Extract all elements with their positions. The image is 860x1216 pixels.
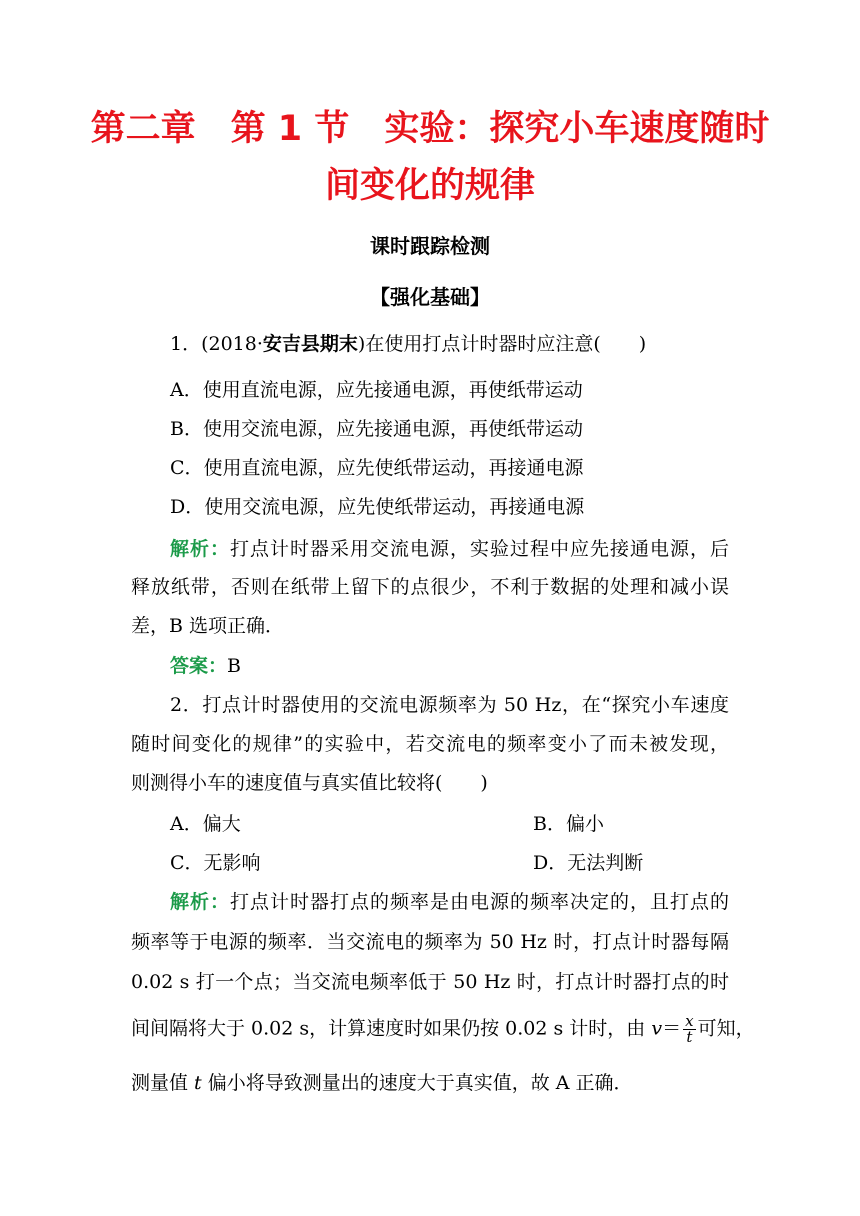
- question-1-stem: [170, 331, 646, 357]
- question-2-stem-line-2: 随时间变化的规律”的实验中，若交流电的频率变小了而未被发现，: [131, 733, 729, 755]
- question-2-analysis-line-2: 频率等于电源的频率．当交流电的频率为 50 Hz 时，打点计时器每隔: [131, 931, 729, 953]
- fraction-denominator: t: [686, 1028, 693, 1046]
- question-1-analysis-line-3: 差，B 选项正确．: [131, 615, 285, 637]
- question-1-source: 安吉县期末: [262, 333, 358, 355]
- variable-t: t: [194, 1072, 202, 1094]
- document-title-line-2: 间变化的规律: [324, 166, 535, 206]
- analysis-text: 可知，: [697, 1017, 755, 1040]
- formula-v: v: [651, 1017, 663, 1040]
- question-2-option-d: D．无法判断: [533, 852, 644, 874]
- document-title-line-1: 第二章 第 1 节 实验：探究小车速度随时: [90, 109, 770, 149]
- analysis-label: 解析：: [170, 891, 230, 913]
- analysis-text: 打点计时器打点的频率是由电源的频率决定的，且打点的: [230, 891, 729, 913]
- formula-equals: ＝: [662, 1017, 682, 1040]
- question-1-answer: [170, 653, 241, 679]
- fraction-numerator: x: [685, 1012, 694, 1030]
- question-2-option-a: A．偏大: [170, 813, 241, 835]
- subtitle: 课时跟踪检测: [370, 234, 490, 258]
- question-1-analysis-line-1: [170, 536, 729, 562]
- formula-fraction: [683, 1014, 695, 1045]
- question-1-analysis-line-2: 释放纸带，否则在纸带上留下的点很少，不利于数据的处理和减小误: [131, 576, 729, 598]
- question-1-option-d: D．使用交流电源，应先使纸带运动，再接通电源: [170, 496, 585, 518]
- question-2-analysis-line-3: 0.02 s 打一个点；当交流电频率低于 50 Hz 时，打点计时器打点的时: [131, 971, 729, 993]
- question-2-analysis-line-1: [170, 889, 729, 915]
- question-2-stem-line-1: 2．打点计时器使用的交流电源频率为 50 Hz，在“探究小车速度: [170, 694, 729, 716]
- question-2-option-b: B．偏小: [533, 813, 604, 835]
- analysis-text: 间间隔将大于 0.02 s，计算速度时如果仍按 0.02 s 计时，由: [131, 1017, 652, 1040]
- section-heading: 【强化基础】: [370, 285, 490, 309]
- question-1-option-b: B．使用交流电源，应先接通电源，再使纸带运动: [170, 418, 583, 440]
- question-1-number: 1．(2018·: [170, 333, 263, 355]
- analysis-text: 打点计时器采用交流电源，实验过程中应先接通电源，后: [230, 538, 729, 560]
- question-2-stem-line-3: 则测得小车的速度值与真实值比较将( ): [131, 772, 488, 794]
- question-2-analysis-line-5: [131, 1070, 633, 1096]
- analysis-text: 偏小将导致测量出的速度大于真实值，故 A 正确．: [201, 1072, 633, 1094]
- question-1-text: )在使用打点计时器时应注意( ): [357, 333, 647, 355]
- question-2-analysis-line-4: [131, 1014, 755, 1045]
- answer-value: B: [227, 655, 241, 677]
- question-1-option-c: C．使用直流电源，应先使纸带运动，再接通电源: [170, 457, 584, 479]
- analysis-label: 解析：: [170, 538, 230, 560]
- question-1-option-a: A．使用直流电源，应先接通电源，再使纸带运动: [170, 379, 583, 401]
- answer-label: 答案：: [170, 655, 228, 677]
- question-2-option-c: C．无影响: [170, 852, 261, 874]
- analysis-text: 测量值: [131, 1072, 195, 1094]
